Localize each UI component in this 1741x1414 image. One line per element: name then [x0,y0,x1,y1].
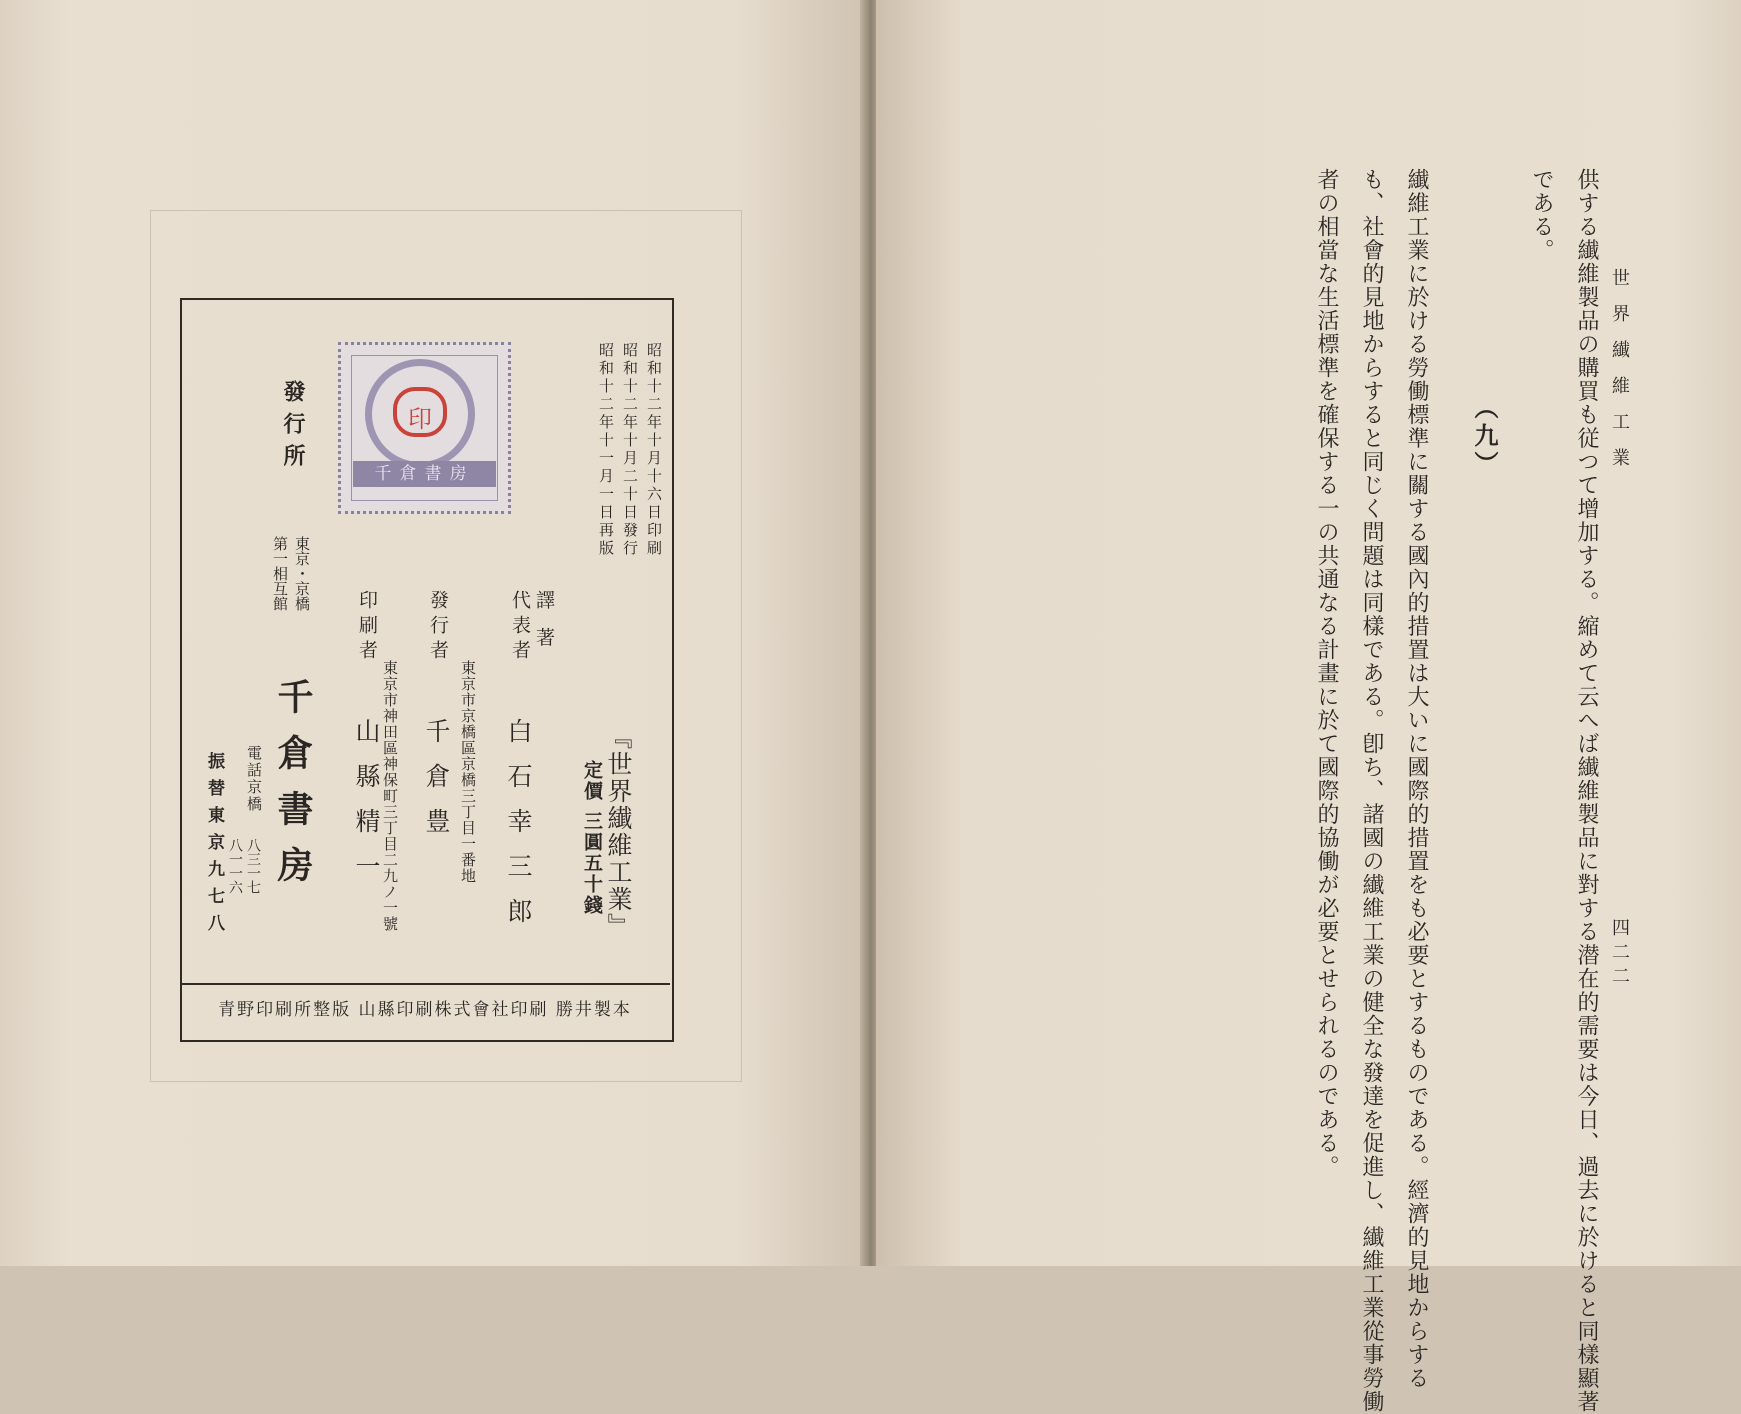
publisher-address: 東京市京橋區京橋三丁目一番地 [459,660,477,884]
printer-name: 山縣精一 [352,718,381,898]
body-line: である。 [1529,168,1554,262]
seal-glyph: 印 [408,405,432,433]
body-line: も、社會的見地からすると同じく問題は同樣である。卽ち、諸國の纎維工業の健全な發達を促進し、纎維工業從事勞働 [1359,168,1384,1414]
translator-role-2: 代表者 [509,590,531,665]
price: 定價 三圓五十錢 [581,760,603,916]
red-seal [393,387,447,437]
running-head: 世界纎維工業 [1609,268,1630,484]
page-number: 四二二 [1609,918,1630,990]
issuer-location: 東京・京橋 [293,536,311,611]
phone-label: 電話京橋 [245,745,263,813]
print-date: 昭和十二年十月十六日印刷 [645,342,663,558]
translator-name: 白石幸三郎 [504,718,533,943]
colophon-divider [180,983,670,985]
book-title: 『世界纎維工業』 [604,724,633,940]
issuer-label: 發行所 [280,380,306,476]
printer-address: 東京市神田區神保町三丁目二九ノ一號 [381,660,399,932]
issuer-location-2: 第一相互館 [271,536,289,611]
translator-role: 譯 著 [533,590,555,653]
printer-role: 印刷者 [356,590,378,665]
left-page [0,0,866,1266]
printer-binder-line: 青野印刷所整版 山縣印刷株式會社印刷 勝井製本 [218,1000,632,1020]
issuer-name: 千倉書房 [272,678,314,902]
phone-number-2: 八一一六 [227,838,243,894]
section-number: （九） [1470,395,1499,479]
revenue-stamp [338,342,511,514]
publisher-role: 發行者 [427,590,449,665]
body-line: 纎維工業に於ける勞働標準に關する國內的措置は大いに國際的措置をも必要とするものである。經濟的見地からする [1404,168,1429,1390]
publisher-name: 千倉豊 [422,718,451,853]
stamp-banner: 千倉書房 [353,461,496,487]
body-line: 供する纎維製品の購買も従つて增加する。縮めて云へば纎維製品に對する潜在的需要は今日、過去に於けると同樣顯著 [1574,168,1599,1414]
transfer-account: 振替東京九七八 [204,752,224,941]
right-page [876,0,1741,1266]
body-line: 者の相當な生活標準を確保する一の共通なる計畫に於て國際的協働が必要とせられるのである。 [1314,168,1339,1179]
phone-number: 八三一七 [245,838,261,894]
reprint-date: 昭和十二年十一月一日再版 [597,342,615,558]
issue-date: 昭和十二年十月二十日發行 [621,342,639,558]
